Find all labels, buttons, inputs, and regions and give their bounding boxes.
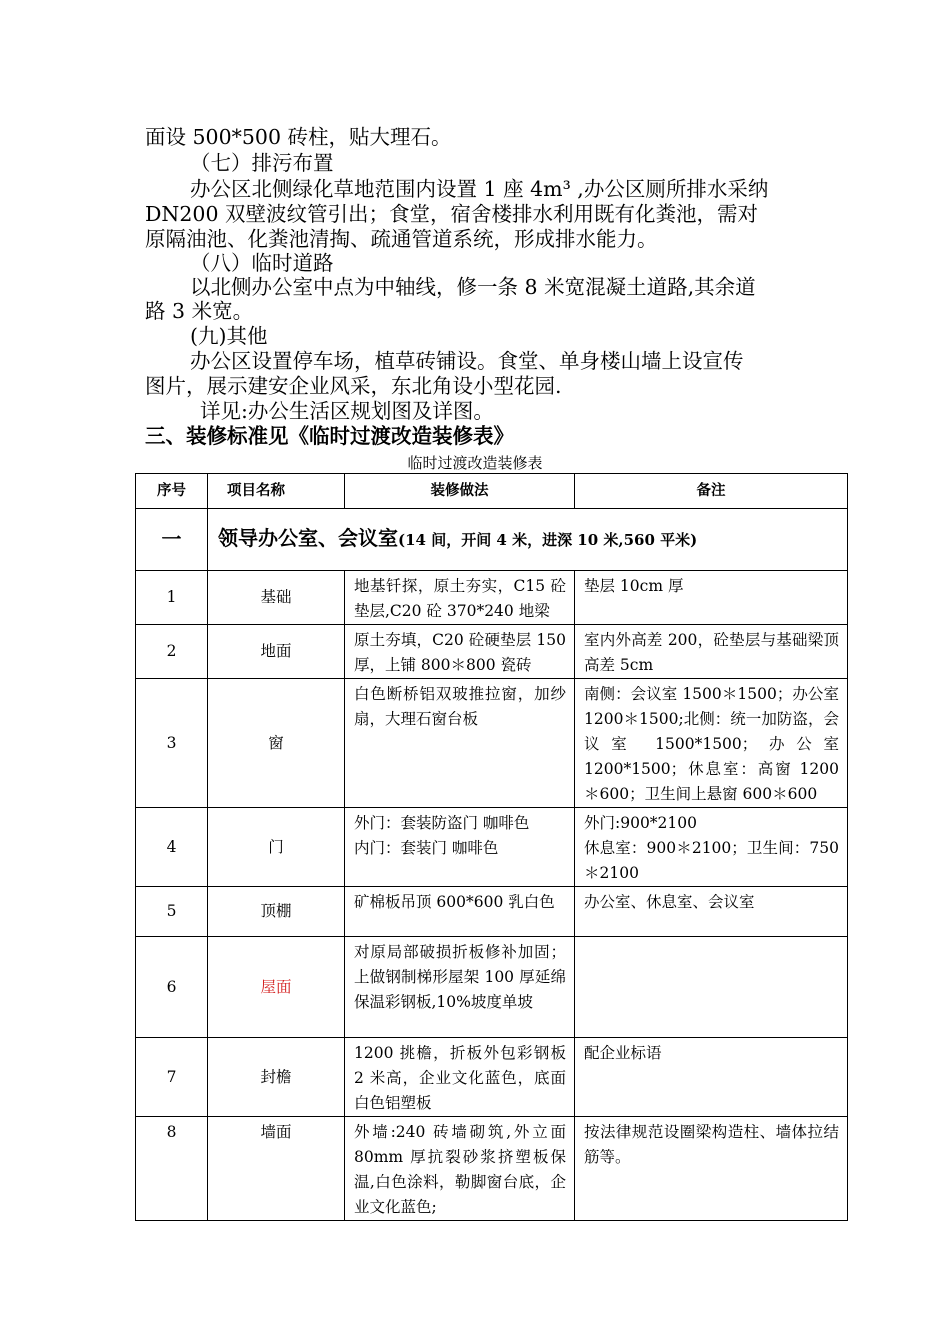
section-no: 一 bbox=[136, 509, 208, 571]
paragraph-line: 办公区设置停车场，植草砖铺设。食堂、单身楼山墙上设宣传 bbox=[190, 349, 744, 373]
row-note: 垫层 10cm 厚 bbox=[575, 571, 848, 625]
row-name: 地面 bbox=[208, 625, 345, 679]
row-name: 墙面 bbox=[208, 1117, 345, 1221]
row-method: 原土夯填，C20 砼硬垫层 150 厚，上铺 800＊800 瓷砖 bbox=[345, 625, 575, 679]
row-method: 外门：套装防盗门 咖啡色 内门：套装门 咖啡色 bbox=[345, 808, 575, 887]
row-note: 办公室、休息室、会议室 bbox=[575, 887, 848, 937]
header-note: 备注 bbox=[575, 474, 848, 509]
row-no: 2 bbox=[136, 625, 208, 679]
row-note: 南侧：会议室 1500＊1500；办公室 1200＊1500;北侧：统一加防盗，会议室 1500*1500；办公室 1200*1500；休息室：高窗 1200＊600；卫生间上悬窗 600＊600 bbox=[575, 679, 848, 808]
row-method: 1200 挑檐，折板外包彩钢板 2 米高，企业文化蓝色，底面白色铝塑板 bbox=[345, 1038, 575, 1117]
section-subtitle: (14 间，开间 4 米，进深 10 米,560 平米) bbox=[398, 531, 698, 549]
section-title: 领导办公室、会议室 bbox=[218, 526, 398, 550]
table-row bbox=[136, 937, 848, 1038]
row-no: 5 bbox=[136, 887, 208, 937]
row-note: 外门:900*2100 休息室：900＊2100；卫生间：750＊2100 bbox=[575, 808, 848, 887]
row-no: 6 bbox=[136, 937, 208, 1038]
row-no: 7 bbox=[136, 1038, 208, 1117]
row-name: 屋面 bbox=[208, 937, 345, 1038]
row-name: 封檐 bbox=[208, 1038, 345, 1117]
renovation-table bbox=[135, 473, 848, 1221]
row-no: 4 bbox=[136, 808, 208, 887]
table-header-row bbox=[136, 474, 848, 509]
table-caption: 临时过渡改造装修表 bbox=[407, 454, 543, 472]
row-method: 地基钎探，原土夯实，C15 砼垫层,C20 砼 370*240 地梁 bbox=[345, 571, 575, 625]
table-row bbox=[136, 1117, 848, 1221]
row-method: 矿棉板吊顶 600*600 乳白色 bbox=[345, 887, 575, 937]
paragraph-line: 以北侧办公室中点为中轴线，修一条 8 米宽混凝土道路,其余道 bbox=[190, 275, 756, 299]
table-row bbox=[136, 679, 848, 808]
subheading-road: （八）临时道路 bbox=[190, 251, 334, 275]
row-method: 外墙:240 砖墙砌筑,外立面 80mm 厚抗裂砂浆挤塑板保温,白色涂料，勒脚窗台底，企业文化蓝色; bbox=[345, 1117, 575, 1221]
row-name: 顶棚 bbox=[208, 887, 345, 937]
row-name: 基础 bbox=[208, 571, 345, 625]
header-name: 项目名称 bbox=[208, 474, 345, 509]
table-row bbox=[136, 808, 848, 887]
row-no: 1 bbox=[136, 571, 208, 625]
table-row bbox=[136, 1038, 848, 1117]
paragraph-line: DN200 双壁波纹管引出；食堂，宿舍楼排水利用既有化粪池，需对 bbox=[145, 202, 759, 226]
header-no: 序号 bbox=[136, 474, 208, 509]
section-heading: 三、装修标准见《临时过渡改造装修表》 bbox=[145, 424, 514, 448]
row-name: 门 bbox=[208, 808, 345, 887]
row-no: 8 bbox=[136, 1117, 208, 1221]
paragraph-line: 面设 500*500 砖柱，贴大理石。 bbox=[145, 125, 452, 149]
header-method: 装修做法 bbox=[345, 474, 575, 509]
paragraph-line: 办公区北侧绿化草地范围内设置 1 座 4m³ ,办公区厕所排水采纳 bbox=[190, 177, 769, 201]
row-name: 窗 bbox=[208, 679, 345, 808]
subheading-sewage: （七）排污布置 bbox=[190, 151, 334, 175]
row-note: 按法律规范设圈梁构造柱、墙体拉结筋等。 bbox=[575, 1117, 848, 1221]
paragraph-line: 图片，展示建安企业风采，东北角设小型花园. bbox=[145, 374, 562, 398]
table-row bbox=[136, 887, 848, 937]
paragraph-line: 原隔油池、化粪池清掏、疏通管道系统，形成排水能力。 bbox=[145, 227, 658, 251]
row-note bbox=[575, 937, 848, 1038]
row-method: 白色断桥铝双玻推拉窗，加纱扇，大理石窗台板 bbox=[345, 679, 575, 808]
row-note: 室内外高差 200，砼垫层与基础梁顶高差 5cm bbox=[575, 625, 848, 679]
table-row bbox=[136, 571, 848, 625]
subheading-other: (九)其他 bbox=[190, 324, 268, 348]
paragraph-line: 详见:办公生活区规划图及详图。 bbox=[200, 399, 494, 423]
row-no: 3 bbox=[136, 679, 208, 808]
table-row bbox=[136, 625, 848, 679]
row-method: 对原局部破损折板修补加固；上做钢制梯形屋架 100 厚延绵保温彩钢板,10%坡度单坡 bbox=[345, 937, 575, 1038]
paragraph-line: 路 3 米宽。 bbox=[145, 299, 254, 323]
section-cell bbox=[208, 509, 848, 571]
row-note: 配企业标语 bbox=[575, 1038, 848, 1117]
section-row bbox=[136, 509, 848, 571]
